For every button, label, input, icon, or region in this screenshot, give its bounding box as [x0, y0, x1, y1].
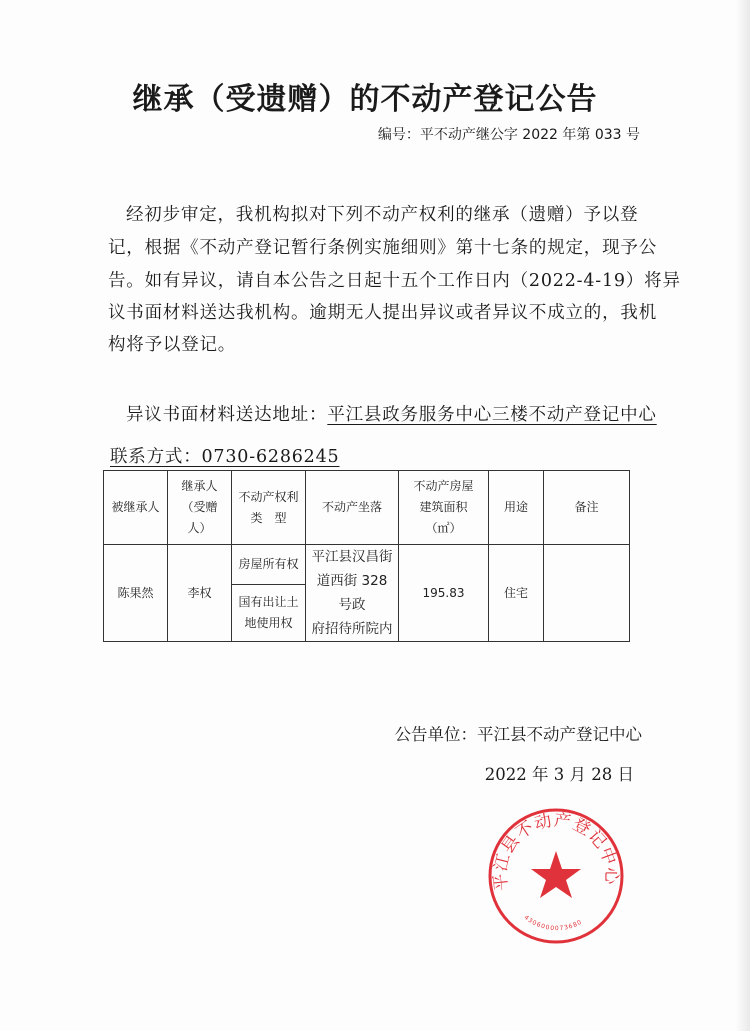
seal-star-icon: [531, 851, 581, 898]
header-use: 用途: [489, 471, 544, 545]
seal-number: 4306000073680: [522, 914, 584, 933]
header-right-type: 不动产权利 类 型: [232, 471, 306, 545]
document-title: 继承（受遗赠）的不动产登记公告: [132, 82, 598, 117]
header-decedent: 被继承人: [104, 471, 168, 545]
cell-location: 平江县汉昌街 道西街 328 号政 府招待所院内: [306, 545, 399, 642]
property-table: [103, 470, 630, 642]
cell-right-type-1: 房屋所有权: [232, 545, 306, 585]
header-remark: 备注: [544, 471, 630, 545]
cell-heir: 李权: [168, 545, 232, 642]
body-line: 经初步审定，我机构拟对下列不动产权利的继承（遗赠）予以登: [126, 205, 639, 225]
body-line: 告。如有异议，请自本公告之日起十五个工作日内（2022-4-19）将异: [108, 271, 681, 291]
body-line: 构将予以登记。: [108, 335, 237, 355]
address-line: [126, 401, 657, 426]
cell-decedent: 陈果然: [104, 545, 168, 642]
contact-line: 联系方式：0730-6286245: [110, 447, 340, 467]
seal-text: 平江县不动产登记中心: [490, 810, 622, 892]
table-header-row: [104, 471, 630, 545]
issue-date: 2022 年 3 月 28 日: [484, 765, 634, 784]
cell-use: 住宅: [489, 545, 544, 642]
table-row: [104, 545, 630, 585]
header-heir: 继承人 （受赠 人）: [168, 471, 232, 545]
body-line: 记，根据《不动产登记暂行条例实施细则》第十七条的规定，现予公: [108, 238, 657, 258]
address-label: 异议书面材料送达地址：: [126, 405, 328, 425]
header-location: 不动产坐落: [306, 471, 399, 545]
address-value: 平江县政务服务中心三楼不动产登记中心: [327, 405, 657, 425]
cell-area: 195.83: [399, 545, 489, 642]
document-number: 编号：平不动产继公字 2022 年第 033 号: [377, 127, 640, 143]
header-area: 不动产房屋 建筑面积 （㎡）: [399, 471, 489, 545]
cell-right-type-2: 国有出让土 地使用权: [232, 585, 306, 642]
official-seal-stamp: [486, 806, 626, 946]
issuer: 公告单位：平江县不动产登记中心: [394, 725, 642, 744]
cell-remark: [544, 545, 630, 642]
body-line: 议书面材料送达我机构。逾期无人提出异议或者异议不成立的，我机: [108, 303, 657, 323]
